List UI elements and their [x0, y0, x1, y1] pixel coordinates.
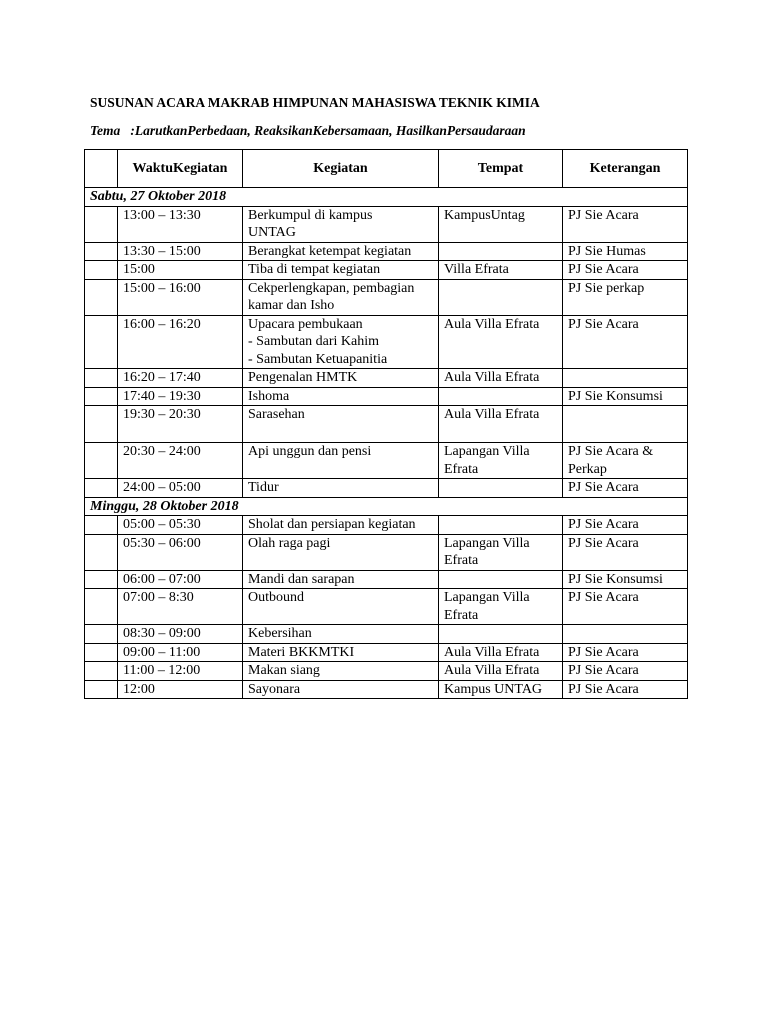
place-cell-line: Kampus UNTAG — [444, 681, 543, 697]
schedule-table — [84, 149, 688, 699]
table-row — [85, 242, 688, 261]
row-blank-cell — [85, 680, 118, 699]
note-cell — [563, 680, 688, 699]
time-cell: 13:00 – 13:30 — [118, 206, 243, 242]
table-row — [85, 643, 688, 662]
note-cell — [563, 625, 688, 644]
header-cell-activity: Kegiatan — [243, 150, 439, 188]
activity-cell-line: Sarasehan — [248, 407, 305, 422]
place-cell-line: KampusUntag — [444, 207, 525, 223]
place-cell-line: Aula Villa Efrata — [444, 407, 540, 422]
note-cell-line: PJ Sie Acara — [568, 262, 639, 277]
note-cell — [563, 589, 688, 625]
activity-cell-line: Kebersihan — [248, 626, 312, 641]
table-row — [85, 315, 688, 369]
note-cell — [563, 369, 688, 388]
row-blank-cell — [85, 570, 118, 589]
note-cell — [563, 443, 688, 479]
note-cell-line: PJ Sie Acara — [568, 207, 639, 223]
time-cell: 05:30 – 06:00 — [118, 534, 243, 570]
note-cell-line: PJ Sie Acara — [568, 480, 639, 495]
schedule-body — [85, 188, 688, 699]
place-cell — [439, 479, 563, 498]
note-cell — [563, 279, 688, 315]
place-cell-line: Aula Villa Efrata — [444, 316, 540, 332]
activity-cell — [243, 625, 439, 644]
row-blank-cell — [85, 242, 118, 261]
note-cell — [563, 570, 688, 589]
time-cell: 07:00 – 8:30 — [118, 589, 243, 625]
time-cell: 15:00 — [118, 261, 243, 280]
activity-cell-line: Api unggun dan pensi — [248, 444, 372, 459]
activity-cell-line: Pengenalan HMTK — [248, 370, 358, 385]
place-cell — [439, 680, 563, 699]
note-cell-line: PJ Sie Acara — [568, 517, 639, 532]
note-cell-line: PJ Sie Acara — [568, 535, 639, 551]
table-row — [85, 680, 688, 699]
table-row — [85, 369, 688, 388]
table-header-row — [85, 150, 688, 188]
row-blank-cell — [85, 406, 118, 443]
activity-cell — [243, 206, 439, 242]
place-cell — [439, 589, 563, 625]
place-cell — [439, 570, 563, 589]
row-blank-cell — [85, 279, 118, 315]
activity-cell — [243, 570, 439, 589]
row-blank-cell — [85, 625, 118, 644]
time-cell: 15:00 – 16:00 — [118, 279, 243, 315]
row-blank-cell — [85, 479, 118, 498]
time-cell: 05:00 – 05:30 — [118, 516, 243, 535]
place-cell-line: Efrata — [444, 607, 479, 623]
table-row — [85, 279, 688, 315]
header-cell-blank — [85, 150, 118, 188]
place-cell — [439, 279, 563, 315]
activity-cell-line: - Sambutan dari Kahim — [248, 334, 380, 349]
note-cell-line: PJ Sie Acara — [568, 681, 639, 697]
note-cell — [563, 242, 688, 261]
place-cell — [439, 242, 563, 261]
note-cell-line: Perkap — [568, 461, 607, 477]
theme-text: LarutkanPerbedaan, ReaksikanKebersamaan, HasilkanPersaudaraan — [134, 123, 526, 138]
activity-cell-line: Berangkat ketempat kegiatan — [248, 243, 412, 259]
place-cell-line: Aula Villa Efrata — [444, 663, 540, 678]
note-cell-line: PJ Sie Konsumsi — [568, 571, 663, 587]
note-cell-line: PJ Sie perkap — [568, 280, 645, 296]
activity-cell-line: Mandi dan sarapan — [248, 571, 355, 587]
note-cell — [563, 261, 688, 280]
activity-cell-line: Upacara pembukaan — [248, 316, 363, 332]
time-cell: 12:00 — [118, 680, 243, 699]
activity-cell — [243, 589, 439, 625]
place-cell-line: Aula Villa Efrata — [444, 644, 540, 660]
activity-cell-line: Sayonara — [248, 681, 301, 697]
time-cell: 24:00 – 05:00 — [118, 479, 243, 498]
activity-cell-line: Tidur — [248, 480, 279, 495]
table-row — [85, 479, 688, 498]
activity-cell — [243, 242, 439, 261]
time-cell: 17:40 – 19:30 — [118, 387, 243, 406]
note-cell-line: PJ Sie Acara — [568, 590, 639, 605]
activity-cell — [243, 534, 439, 570]
time-cell: 08:30 – 09:00 — [118, 625, 243, 644]
note-cell-line: PJ Sie Konsumsi — [568, 388, 663, 404]
activity-cell-line: Sholat dan persiapan kegiatan — [248, 517, 416, 532]
theme-line — [90, 123, 526, 139]
activity-cell-line: Makan siang — [248, 663, 320, 678]
table-row — [85, 534, 688, 570]
table-row — [85, 516, 688, 535]
table-row — [85, 625, 688, 644]
activity-cell — [243, 387, 439, 406]
note-cell-line: PJ Sie Acara — [568, 316, 639, 332]
row-blank-cell — [85, 369, 118, 388]
table-row — [85, 589, 688, 625]
table-row — [85, 443, 688, 479]
activity-cell-line: Berkumpul di kampus — [248, 207, 373, 223]
day-header-row — [85, 497, 688, 516]
table-row — [85, 261, 688, 280]
place-cell-line: Lapangan Villa — [444, 535, 530, 551]
row-blank-cell — [85, 315, 118, 369]
note-cell-line: PJ Sie Humas — [568, 243, 646, 259]
place-cell — [439, 406, 563, 443]
note-cell-line: PJ Sie Acara & — [568, 444, 654, 459]
activity-cell — [243, 443, 439, 479]
activity-cell — [243, 643, 439, 662]
note-cell — [563, 534, 688, 570]
activity-cell-line: Outbound — [248, 590, 304, 605]
activity-cell-line: UNTAG — [248, 225, 296, 240]
row-blank-cell — [85, 443, 118, 479]
table-row — [85, 570, 688, 589]
row-blank-cell — [85, 206, 118, 242]
table-row — [85, 206, 688, 242]
table-row — [85, 406, 688, 443]
time-cell: 20:30 – 24:00 — [118, 443, 243, 479]
place-cell — [439, 662, 563, 681]
place-cell — [439, 625, 563, 644]
note-cell — [563, 315, 688, 369]
row-blank-cell — [85, 387, 118, 406]
place-cell — [439, 534, 563, 570]
header-cell-note: Keterangan — [563, 150, 688, 188]
time-cell: 16:20 – 17:40 — [118, 369, 243, 388]
activity-cell — [243, 279, 439, 315]
activity-cell-line: Materi BKKMTKI — [248, 644, 355, 660]
activity-cell-line: Ishoma — [248, 388, 290, 404]
place-cell — [439, 643, 563, 662]
activity-cell-line: Olah raga pagi — [248, 535, 331, 551]
activity-cell — [243, 680, 439, 699]
note-cell — [563, 206, 688, 242]
time-cell: 19:30 – 20:30 — [118, 406, 243, 443]
place-cell — [439, 516, 563, 535]
header-cell-place: Tempat — [439, 150, 563, 188]
time-cell: 16:00 – 16:20 — [118, 315, 243, 369]
place-cell — [439, 261, 563, 280]
row-blank-cell — [85, 643, 118, 662]
activity-cell — [243, 369, 439, 388]
activity-cell — [243, 406, 439, 443]
note-cell — [563, 479, 688, 498]
activity-cell — [243, 315, 439, 369]
row-blank-cell — [85, 261, 118, 280]
note-cell — [563, 406, 688, 443]
place-cell — [439, 206, 563, 242]
note-cell-line: PJ Sie Acara — [568, 663, 639, 678]
note-cell — [563, 643, 688, 662]
header-cell-time: WaktuKegiatan — [118, 150, 243, 188]
day-header-row — [85, 188, 688, 207]
activity-cell — [243, 261, 439, 280]
activity-cell — [243, 662, 439, 681]
theme-label: Tema : — [90, 123, 135, 138]
place-cell-line: Lapangan Villa — [444, 590, 530, 605]
place-cell-line: Efrata — [444, 461, 479, 477]
table-row — [85, 387, 688, 406]
place-cell — [439, 387, 563, 406]
row-blank-cell — [85, 589, 118, 625]
place-cell — [439, 315, 563, 369]
time-cell: 09:00 – 11:00 — [118, 643, 243, 662]
day-label: Minggu, 28 Oktober 2018 — [85, 497, 688, 516]
row-blank-cell — [85, 516, 118, 535]
place-cell — [439, 443, 563, 479]
row-blank-cell — [85, 662, 118, 681]
activity-cell-line: Cekperlengkapan, pembagian — [248, 280, 415, 296]
activity-cell-line: kamar dan Isho — [248, 298, 335, 313]
activity-cell-line: Tiba di tempat kegiatan — [248, 262, 381, 277]
note-cell — [563, 516, 688, 535]
table-row — [85, 662, 688, 681]
note-cell — [563, 662, 688, 681]
note-cell-line: PJ Sie Acara — [568, 644, 639, 660]
time-cell: 06:00 – 07:00 — [118, 570, 243, 589]
place-cell-line: Efrata — [444, 553, 479, 568]
place-cell — [439, 369, 563, 388]
activity-cell — [243, 479, 439, 498]
place-cell-line: Lapangan Villa — [444, 444, 530, 459]
row-blank-cell — [85, 534, 118, 570]
activity-cell — [243, 516, 439, 535]
activity-cell-line: - Sambutan Ketuapanitia — [248, 351, 388, 367]
time-cell: 11:00 – 12:00 — [118, 662, 243, 681]
time-cell: 13:30 – 15:00 — [118, 242, 243, 261]
place-cell-line: Aula Villa Efrata — [444, 370, 540, 385]
day-label: Sabtu, 27 Oktober 2018 — [85, 188, 688, 207]
place-cell-line: Villa Efrata — [444, 262, 509, 277]
note-cell — [563, 387, 688, 406]
document-title: SUSUNAN ACARA MAKRAB HIMPUNAN MAHASISWA TEKNIK KIMIA — [90, 95, 540, 110]
